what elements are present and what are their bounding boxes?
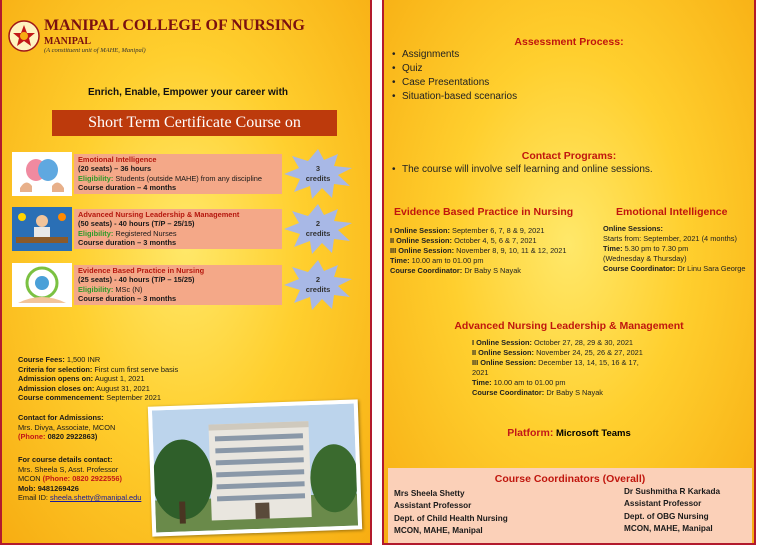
course-card-nursing-leadership <box>12 207 372 251</box>
eligibility-value: Registered Nurses <box>113 228 177 238</box>
time-value: 10.00 am to 01.00 pm <box>491 378 566 388</box>
time-value: 10.00 am to 01.00 pm <box>409 256 484 266</box>
eligibility-value: MSc (N) <box>113 284 143 294</box>
list-item: • Quiz <box>402 62 517 76</box>
overall-coordinators-box <box>388 468 752 543</box>
closes-value: August 31, 2021 <box>94 383 150 393</box>
course-duration: Course duration – 3 months <box>78 238 177 248</box>
details-mobile: Mob: 9481269426 <box>18 483 79 493</box>
list-item: • Case Presentations <box>402 76 517 90</box>
credits-number: 2 <box>315 219 321 228</box>
right-flyer-panel <box>382 0 756 545</box>
admissions-phone: 0820 2922863) <box>45 432 98 442</box>
criteria-label: Criteria for selection: <box>18 364 93 374</box>
time-value: 5.30 pm to 7.30 pm <box>622 244 689 254</box>
session-year: 2021 <box>472 368 489 378</box>
course-card-evidence-based-practice <box>12 263 372 307</box>
ei-heading: Emotional Intelligence <box>616 206 728 218</box>
coordinator-2 <box>624 486 720 535</box>
coordinator-name: Dr Baby S Nayak <box>544 388 604 398</box>
credits-label: credits <box>305 285 331 294</box>
coordinator-name: Dr Sushmitha R Karkada <box>624 487 721 496</box>
session-dates: September 6, 7, 8 & 9, 2021 <box>449 226 545 235</box>
course-details <box>74 209 282 249</box>
course-details-contact <box>18 455 141 503</box>
leadership-illustration <box>12 207 72 251</box>
opens-value: August 1, 2021 <box>93 374 145 384</box>
eligibility-label: Eligibility: <box>78 284 114 294</box>
commence-label: Course commencement: <box>18 393 105 403</box>
coordinator-dept: Dept. of Child Health Nursing <box>394 513 508 523</box>
course-seats: (50 seats) - 40 hours (T/P – 25/15) <box>78 219 195 229</box>
tagline: Enrich, Enable, Empower your career with <box>87 87 289 98</box>
brain-hands-illustration <box>12 152 72 196</box>
list-item: • The course will involve self learning and online sessions. <box>402 163 653 177</box>
coordinator-name: Mrs Sheela Shetty <box>394 489 465 498</box>
coordinator-dept: Dept. of OBG Nursing <box>624 511 709 521</box>
admissions-name: Mrs. Divya, Associate, MCON <box>18 422 116 432</box>
session-label: II Online Session: <box>472 348 535 358</box>
coordinator-org: MCON, MAHE, Manipal <box>394 525 483 535</box>
course-duration: Course duration – 3 months <box>78 294 177 304</box>
course-seats: (25 seats) - 40 hours (T/P – 15/25) <box>78 275 195 285</box>
session-label: I Online Session: <box>472 338 532 347</box>
course-details <box>74 154 282 194</box>
contact-programs-list <box>388 163 653 177</box>
ebp-heading: Evidence Based Practice in Nursing <box>394 206 574 218</box>
credits-label: credits <box>305 174 331 183</box>
platform-value: Microsoft Teams <box>553 428 631 439</box>
credits-badge <box>282 148 354 200</box>
college-name: MANIPAL COLLEGE OF NURSING <box>44 17 305 34</box>
admissions-heading: Contact for Admissions: <box>18 413 104 422</box>
anlm-heading: Advanced Nursing Leadership & Management <box>454 320 684 332</box>
commence-value: September 2021 <box>104 393 161 403</box>
session-label: I Online Session: <box>390 226 450 235</box>
credits-badge <box>282 259 354 311</box>
admissions-contact <box>18 413 115 442</box>
credits-number: 2 <box>315 275 321 284</box>
college-building-photo <box>148 399 362 536</box>
eligibility-label: Eligibility: <box>78 173 114 183</box>
course-details <box>74 265 282 305</box>
details-phone: (Phone: 0820 2922556) <box>42 474 122 484</box>
list-item: • Assignments <box>402 48 517 62</box>
course-banner: Short Term Certificate Course on <box>52 110 337 136</box>
ebp-schedule <box>390 226 567 276</box>
course-title: Advanced Nursing Leadership & Management <box>78 210 240 219</box>
session-label: III Online Session: <box>390 246 455 256</box>
anlm-schedule <box>472 338 643 399</box>
platform-label: Platform: <box>507 427 554 439</box>
details-name: Mrs. Sheela S, Asst. Professor <box>18 464 119 474</box>
coordinator-label: Course Coordinator: <box>603 264 676 274</box>
opens-label: Admission opens on: <box>18 374 94 384</box>
building-image <box>152 404 358 533</box>
fees-label: Course Fees: <box>18 355 65 364</box>
online-sessions-label: Online Sessions: <box>603 224 663 233</box>
list-item: • Situation-based scenarios <box>402 90 517 104</box>
coordinator-title: Assistant Professor <box>394 501 472 511</box>
details-heading: For course details contact: <box>18 455 113 464</box>
admissions-phone-label: (Phone: <box>18 432 46 442</box>
email-label: Email ID: <box>18 493 51 503</box>
credits-label: credits <box>305 229 331 238</box>
contact-programs-heading: Contact Programs: <box>521 150 617 162</box>
course-info-block <box>18 355 178 403</box>
assessment-list <box>388 48 517 104</box>
assessment-heading: Assessment Process: <box>514 36 624 48</box>
session-label: III Online Session: <box>472 358 537 368</box>
coordinator-name: Dr Linu Sara George <box>675 264 746 274</box>
left-flyer-panel <box>0 0 372 545</box>
eligibility-value: Students (outside MAHE) from any discipline <box>113 173 263 183</box>
constituent-note: (A constituent unit of MAHE, Manipal) <box>44 47 146 54</box>
campus-name: MANIPAL <box>44 36 92 47</box>
session-label: II Online Session: <box>390 236 453 246</box>
course-title: Emotional Intelligence <box>78 155 157 164</box>
session-dates: November 24, 25, 26 & 27, 2021 <box>534 348 643 358</box>
time-label: Time: <box>390 256 410 266</box>
closes-label: Admission closes on: <box>18 383 95 393</box>
coordinator-label: Course Coordinator: <box>472 388 545 398</box>
time-label: Time: <box>603 244 623 254</box>
session-days: (Wednesday & Thursday) <box>603 254 687 264</box>
starts-from: Starts from: September, 2021 (4 months) <box>603 234 737 244</box>
course-title: Evidence Based Practice in Nursing <box>78 266 205 275</box>
eligibility-label: Eligibility: <box>78 228 114 238</box>
credits-number: 3 <box>315 164 321 173</box>
coordinator-1 <box>394 488 508 537</box>
ei-schedule <box>603 224 746 274</box>
coordinator-name: Dr Baby S Nayak <box>462 266 522 276</box>
session-dates: October 27, 28, 29 & 30, 2021 <box>531 338 634 347</box>
course-duration: Course duration – 4 months <box>78 183 177 193</box>
criteria-value: First cum first serve basis <box>92 364 179 374</box>
details-mcon: MCON <box>18 474 43 484</box>
time-label: Time: <box>472 378 492 388</box>
coordinator-org: MCON, MAHE, Manipal <box>624 523 713 533</box>
coordinator-title: Assistant Professor <box>624 499 702 509</box>
college-logo-icon <box>8 20 40 52</box>
platform-line <box>384 427 754 439</box>
fees-value: 1,500 INR <box>64 355 101 364</box>
course-seats: (20 seats) – 36 hours <box>78 164 152 174</box>
evidence-practice-illustration <box>12 263 72 307</box>
session-dates: October 4, 5, 6 & 7, 2021 <box>452 236 537 246</box>
course-card-emotional-intelligence <box>12 152 372 196</box>
credits-badge <box>282 203 354 255</box>
coordinator-label: Course Coordinator: <box>390 266 463 276</box>
overall-heading: Course Coordinators (Overall) <box>494 473 646 485</box>
session-dates: December 13, 14, 15, 16 & 17, <box>536 358 639 368</box>
email-link[interactable]: sheela.shetty@manipal.edu <box>50 493 142 503</box>
session-dates: November 8, 9, 10, 11 & 12, 2021 <box>454 246 567 256</box>
